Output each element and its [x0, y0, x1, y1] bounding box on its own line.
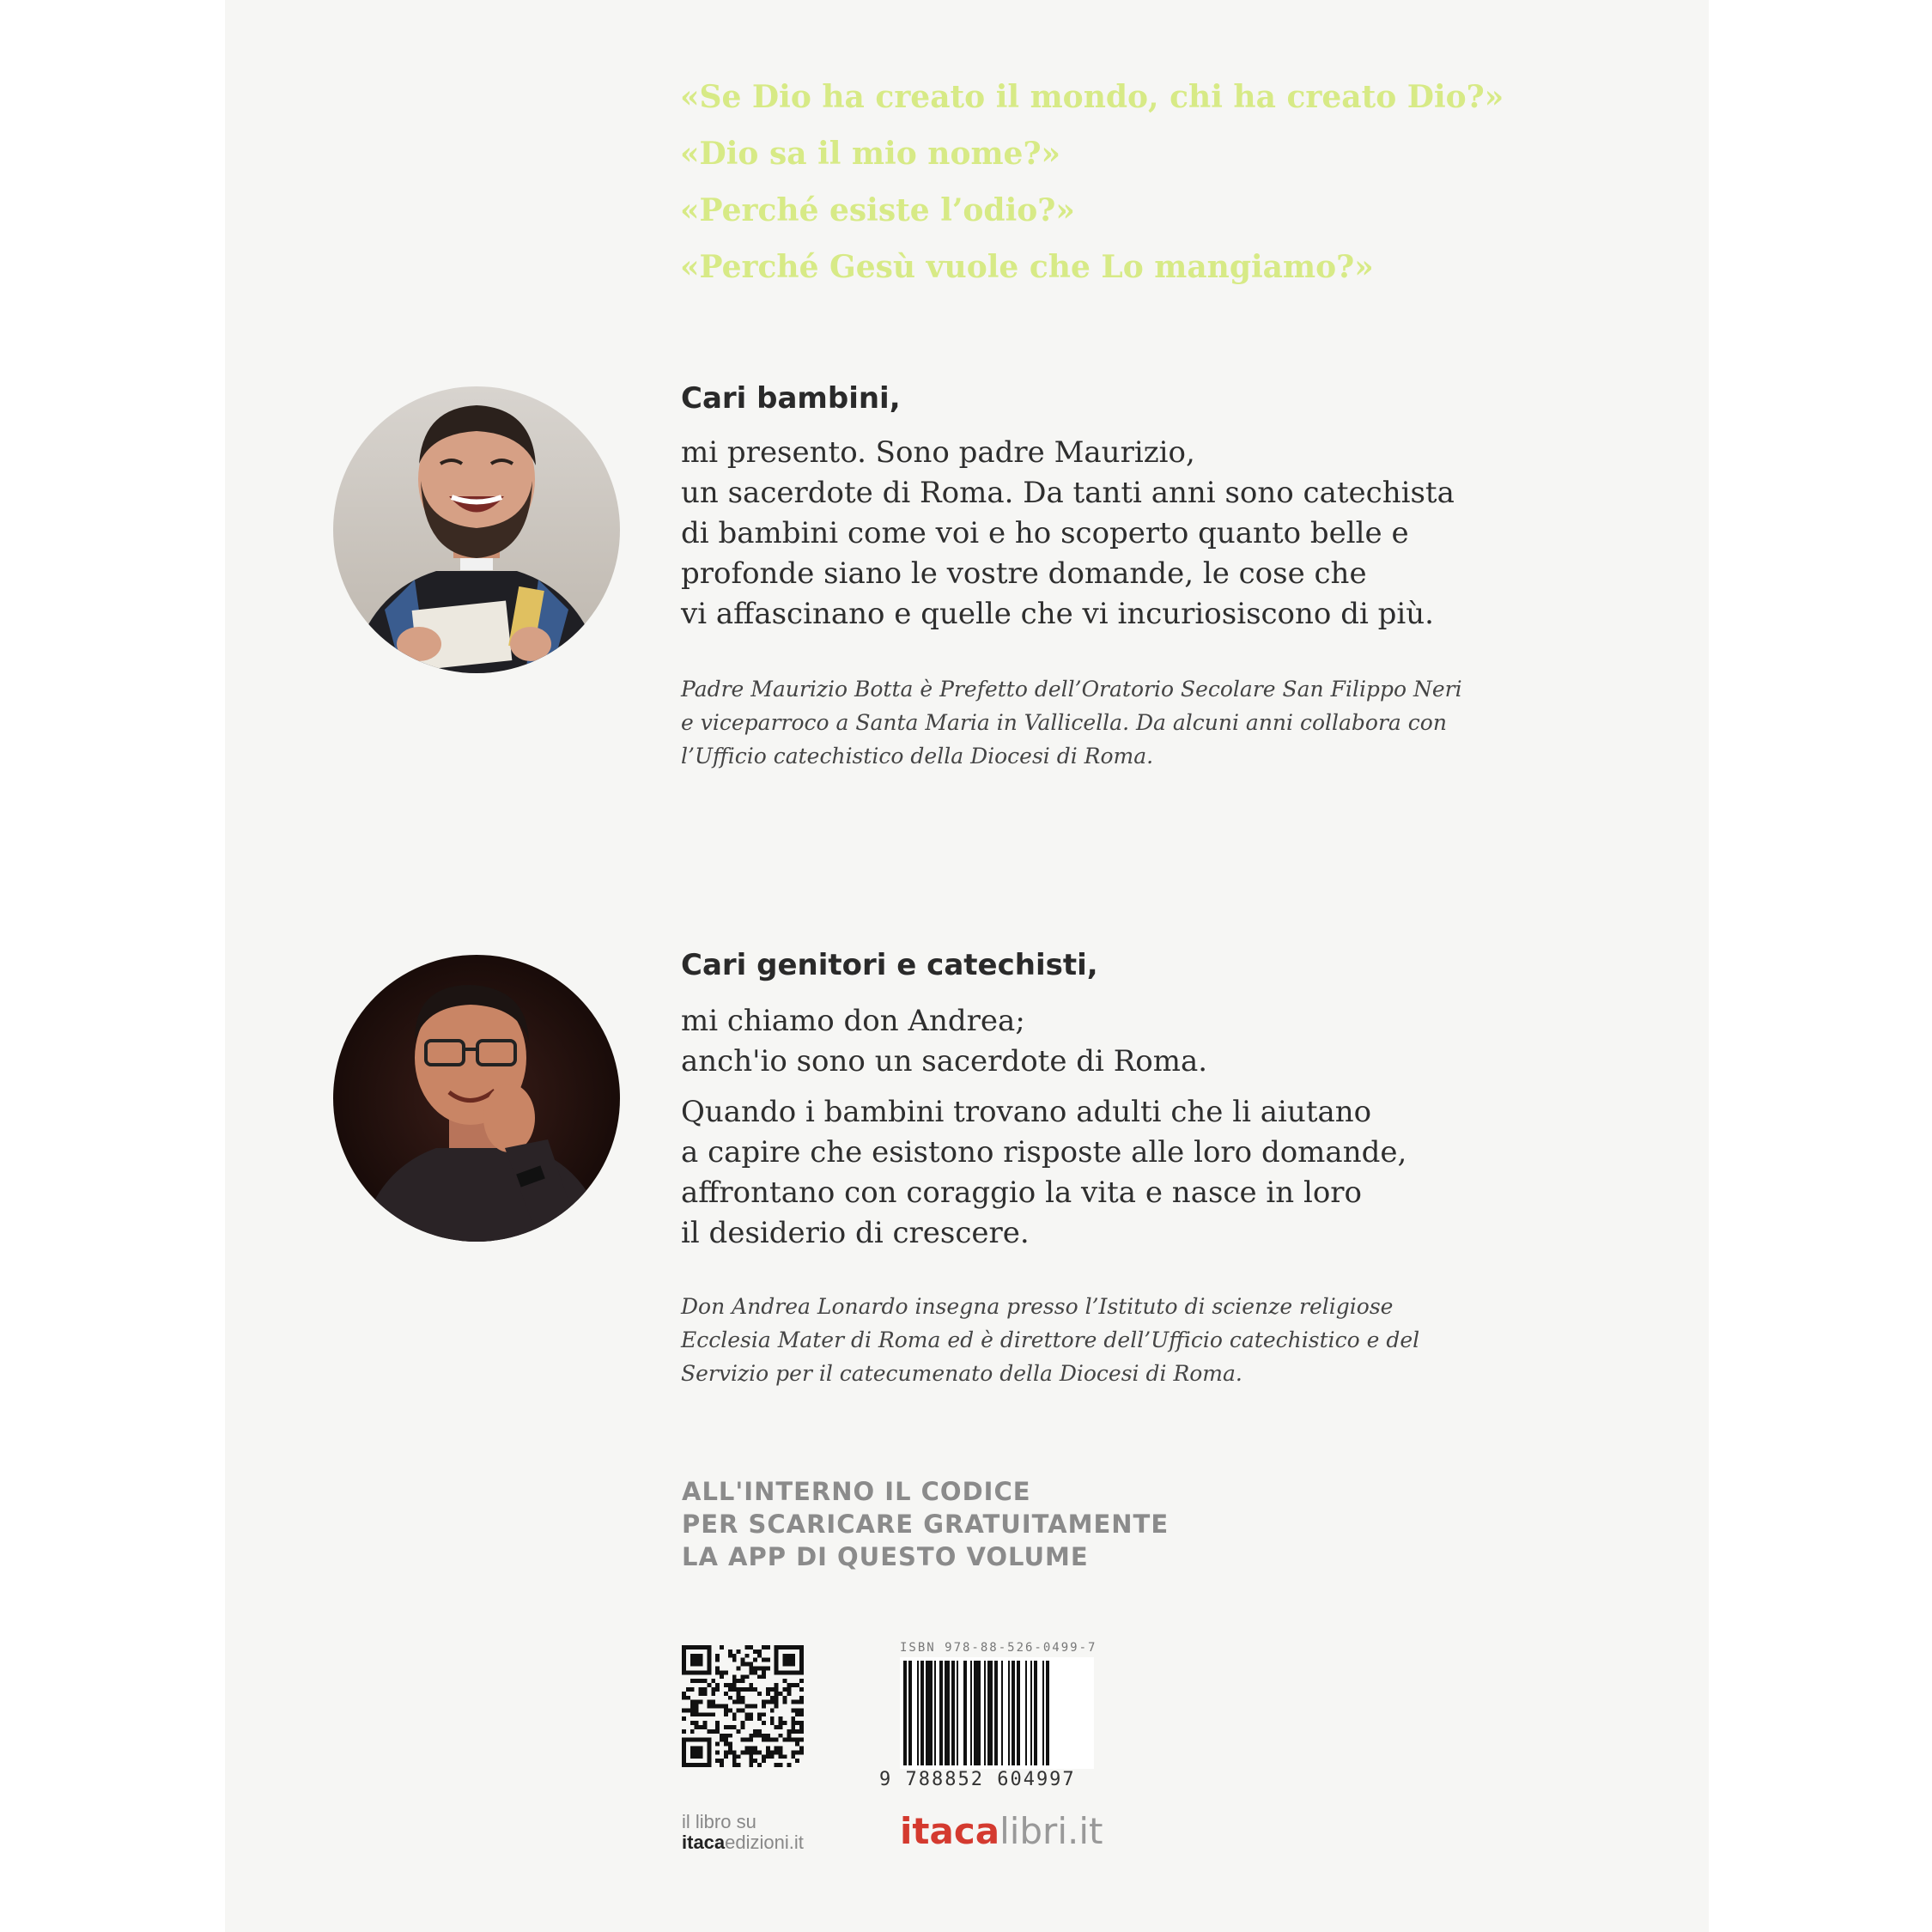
bio-line: Servizio per il catecumenato della Diocesi di Roma. [681, 1361, 1242, 1386]
app-note-line: PER SCARICARE GRATUITAMENTE [682, 1510, 1170, 1539]
itaca-libri-logo[interactable] [900, 1810, 1103, 1852]
author-photo-maurizio [333, 386, 620, 673]
logo-small-line1: il libro su [682, 1811, 756, 1832]
app-download-note [682, 1475, 1169, 1573]
app-note-line: LA APP DI QUESTO VOLUME [682, 1542, 1089, 1571]
bio-line: Don Andrea Lonardo insegna presso l’Istituto di scienze religiose [681, 1294, 1394, 1319]
message-line: affrontano con coraggio la vita e nasce in loro [681, 1176, 1363, 1210]
message-line: Quando i bambini trovano adulti che li aiutano [681, 1095, 1372, 1129]
barcode-digits: 9 788852 604997 [879, 1769, 1076, 1790]
barcode [900, 1657, 1094, 1769]
intro-line: anch'io sono un sacerdote di Roma. [681, 1044, 1208, 1078]
bio-maurizio [681, 672, 1462, 773]
bio-line: Ecclesia Mater di Roma ed è direttore dell’Ufficio catechistico e del [681, 1327, 1420, 1352]
itaca-edizioni-logo[interactable] [682, 1812, 804, 1853]
app-note-line: ALL'INTERNO IL CODICE [682, 1477, 1031, 1506]
greeting-parents: Cari genitori e catechisti, [681, 948, 1098, 982]
qr-code[interactable] [682, 1645, 804, 1767]
question-3: «Perché esiste l’odio?» [680, 192, 1075, 228]
intro-andrea [681, 1001, 1207, 1082]
bio-line: Padre Maurizio Botta è Prefetto dell’Oratorio Secolare San Filippo Neri [681, 677, 1462, 702]
bio-line: e viceparroco a Santa Maria in Vallicella. Da alcuni anni collabora con [681, 710, 1447, 735]
question-1: «Se Dio ha creato il mondo, chi ha creato Dio?» [680, 79, 1504, 115]
message-line: a capire che esistono risposte alle loro domande, [681, 1135, 1407, 1170]
intro-line: mi presento. Sono padre Maurizio, [681, 435, 1195, 470]
intro-line: un sacerdote di Roma. Da tanti anni sono catechista [681, 476, 1455, 510]
logo-small-brand: itaca [682, 1832, 726, 1853]
logo-small-rest: edizioni.it [725, 1832, 804, 1853]
author-photo-andrea [333, 955, 620, 1242]
greeting-children: Cari bambini, [681, 381, 901, 416]
intro-maurizio [681, 433, 1455, 635]
question-4: «Perché Gesù vuole che Lo mangiamo?» [680, 249, 1374, 285]
message-andrea [681, 1092, 1406, 1254]
logo-big-rest: libri.it [999, 1810, 1103, 1852]
intro-line: vi affascinano e quelle che vi incuriosiscono di più. [681, 597, 1434, 631]
isbn-label: ISBN 978-88-526-0499-7 [900, 1641, 1097, 1655]
intro-line: profonde siano le vostre domande, le cose che [681, 556, 1367, 591]
intro-line: mi chiamo don Andrea; [681, 1004, 1025, 1038]
message-line: il desiderio di crescere. [681, 1216, 1030, 1250]
intro-line: di bambini come voi e ho scoperto quanto belle e [681, 516, 1409, 550]
bio-andrea [681, 1290, 1419, 1390]
logo-big-brand: itaca [900, 1810, 1000, 1852]
bio-line: l’Ufficio catechistico della Diocesi di Roma. [681, 744, 1154, 769]
question-2: «Dio sa il mio nome?» [680, 136, 1061, 172]
